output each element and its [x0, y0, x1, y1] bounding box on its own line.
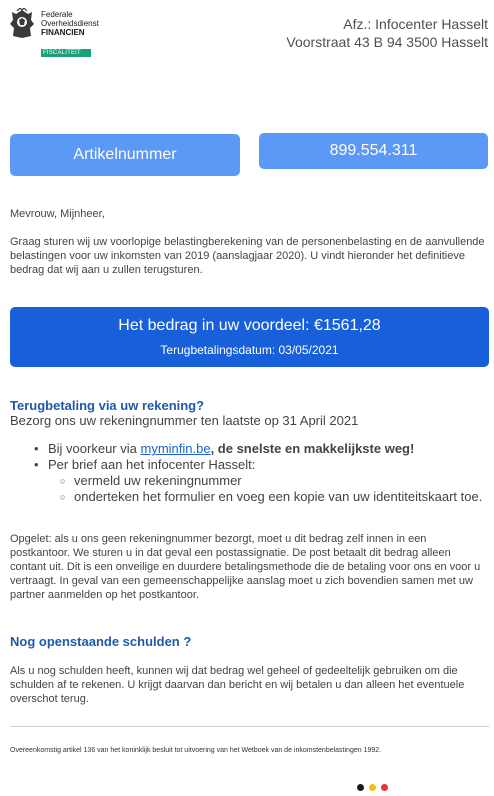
sender-line-2: Voorstraat 43 B 94 3500 Hasselt [286, 34, 488, 50]
logo-line-3: FINANCIEN [41, 28, 85, 37]
option-1-suffix: , de snelste en makkelijkste weg! [210, 441, 415, 456]
refund-date: Terugbetalingsdatum: 03/05/2021 [160, 343, 339, 357]
list-item [34, 457, 484, 473]
artikelnummer-button[interactable]: Artikelnummer [10, 134, 240, 176]
refund-heading: Terugbetaling via uw rekening? [10, 398, 205, 413]
black-dot-icon [357, 784, 364, 791]
belgian-flag-dots [357, 784, 397, 794]
letter-steps-list [60, 473, 484, 505]
sublist-container [34, 473, 484, 505]
debts-paragraph: Als u nog schulden heeft, kunnen wij dat bedrag wel geheel of gedeeltelijk gebruiken om die schulden af te rekenen. U krijgt daarvan dan bericht en wij betalen u dan alleen het eventuele overschot terug. [10, 665, 465, 705]
list-item: ○ onderteken het formulier en voeg een kopie van uw identiteitskaart toe. [60, 489, 484, 505]
sender-line-1: Afz.: Infocenter Hasselt [343, 16, 488, 32]
refund-amount: Het bedrag in uw voordeel: €1561,28 [118, 317, 381, 334]
belgian-crest-icon [8, 8, 36, 40]
refund-subheading: Bezorg ons uw rekeningnummer ten laatste op 31 April 2021 [10, 413, 359, 428]
list-item [34, 441, 484, 457]
option-1-prefix: Bij voorkeur via [48, 441, 141, 456]
reference-number-button[interactable]: 899.554.311 [259, 133, 488, 169]
refund-options-list [34, 441, 484, 505]
yellow-dot-icon [369, 784, 376, 791]
header [0, 0, 494, 60]
logo-text [41, 10, 99, 37]
option-2-text: Per brief aan het infocenter Hasselt: [48, 457, 256, 472]
logo-line-1: Federale [41, 10, 73, 19]
myminfin-link[interactable]: myminfin.be [140, 441, 211, 456]
divider [10, 726, 489, 727]
greeting: Mevrouw, Mijnheer, [10, 208, 105, 220]
refund-banner [10, 307, 489, 367]
debts-heading: Nog openstaande schulden ? [10, 634, 192, 649]
legal-footer: Overeenkomstig artikel 136 van het koninklijk besluit tot uitvoering van het Wetboek van de inkomstenbelastingen 1992. [10, 747, 382, 754]
sender-address [286, 15, 488, 51]
intro-paragraph: Graag sturen wij uw voorlopige belastingberekening van de personenbelasting en de aanvullende belastingen voor uw inkomsten van 2019 (aanslagjaar 2020). U vindt hieronder het definitieve bedrag dat wij aan u zullen terugsturen. [10, 236, 485, 276]
list-item: ○ vermeld uw rekeningnummer [60, 473, 484, 489]
fod-financien-logo [8, 8, 99, 56]
warning-paragraph: Opgelet: als u ons geen rekeningnummer bezorgt, moet u dit bedrag zelf innen in een postkantoor. We sturen u in dat geval een postassignatie. De post betaalt dit bedrag alleen contant uit. Dit is een onveilige en duurdere betalingsmethode die de betaling voor ons en voor u vertraagt. In geval van een gemeenschappelijke aanslag moet u zich bovendien samen met uw partner aanmelden op het postkantoor. [10, 533, 481, 601]
logo-tag-fiscaliteit: FISCALITEIT [41, 49, 91, 57]
red-dot-icon [381, 784, 388, 791]
logo-line-2: Overheidsdienst [41, 19, 99, 28]
